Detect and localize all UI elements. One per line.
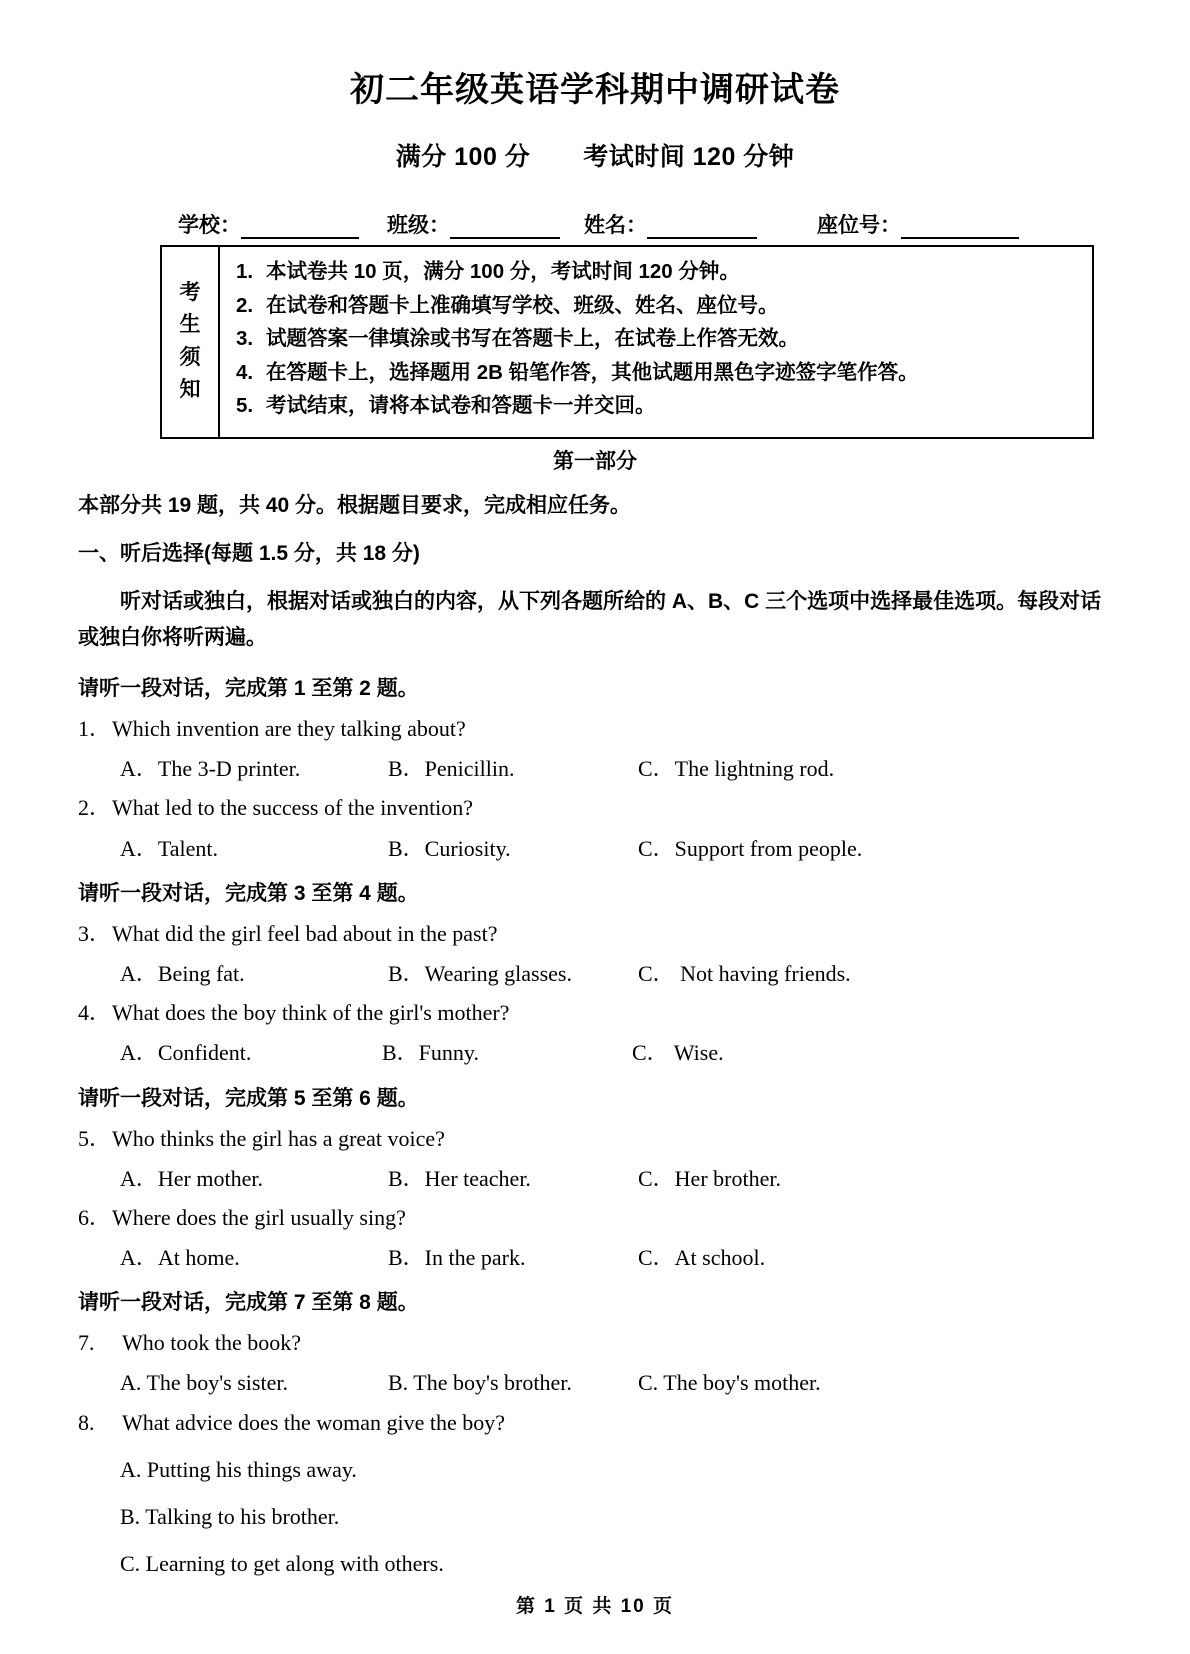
notice-label-char: 知 [179,378,201,402]
page-title: 初二年级英语学科期中调研试卷 [350,71,840,109]
notice-item-text: 试题答案一律填涂或书写在答题卡上，在试卷上作答无效。 [266,327,799,351]
notice-list [220,247,1092,437]
question-number: 3． [78,920,112,946]
question-number: 1． [78,716,112,742]
question-text: What did the girl feel bad about in the past? [112,920,498,946]
exam-meta [78,137,1112,173]
option-b[interactable]: B．Her teacher. [388,1165,531,1191]
option-c[interactable]: C． Wise. [632,1040,724,1066]
question-stem [78,1206,1112,1230]
notice-label-char: 生 [179,313,201,337]
question-options [78,757,1112,781]
school-field[interactable] [178,209,359,239]
notice-item-text: 在答题卡上，选择题用 2B 铅笔作答，其他试题用黑色字迹签字笔作答。 [266,360,919,384]
question-text: What led to the success of the invention? [112,795,474,821]
option-b[interactable]: B．Wearing glasses. [388,960,572,986]
listening-lead-7-8: 请听一段对话，完成第 7 至第 8 题。 [78,1291,419,1315]
question-3 [78,922,1112,986]
notice-item-number: 2. [236,293,254,317]
option-b[interactable]: B．Penicillin. [388,756,515,782]
school-label: 学校： [178,213,241,237]
option-c[interactable]: C． Not having friends. [638,960,851,986]
notice-item [236,323,1082,357]
option-b[interactable]: B．In the park. [388,1245,526,1271]
identity-fields [78,209,1112,239]
question-stem [78,1127,1112,1151]
listening-lead-5-6: 请听一段对话，完成第 5 至第 6 题。 [78,1086,419,1110]
question-number: 8. [78,1409,95,1435]
question-options [78,1167,1112,1191]
option-a[interactable]: A．At home. [120,1245,240,1271]
option-a[interactable]: A．Confident. [120,1040,252,1066]
seat-label: 座位号： [817,213,901,237]
class-field[interactable] [387,209,560,239]
name-blank[interactable] [647,220,757,239]
option-a[interactable]: A. The boy's sister. [120,1370,288,1396]
notice-item-text: 在试卷和答题卡上准确填写学校、班级、姓名、座位号。 [266,293,779,317]
notice-item-text: 本试卷共 10 页，满分 100 分，考试时间 120 分钟。 [266,260,740,284]
name-field[interactable] [584,209,757,239]
notice-item-number: 4. [236,360,254,384]
question-stem [78,1411,1112,1435]
listening-lead-3-4: 请听一段对话，完成第 3 至第 4 题。 [78,881,419,905]
option-c[interactable]: C．At school. [638,1245,766,1271]
option-b[interactable]: B. The boy's brother. [388,1370,572,1396]
question-8 [78,1411,1112,1577]
name-label: 姓名： [584,213,647,237]
option-a[interactable]: A．Being fat. [120,960,245,986]
option-c[interactable]: C．Support from people. [638,835,863,861]
option-c[interactable]: C．The lightning rod. [638,756,835,782]
section-title: 一、听后选择(每题 1.5 分，共 18 分) [78,541,420,565]
notice-item-number: 5. [236,394,254,418]
question-text: Who took the book? [122,1330,302,1356]
question-number: 5． [78,1125,112,1151]
question-text: Where does the girl usually sing? [112,1204,406,1230]
notice-item-text: 考试结束，请将本试卷和答题卡一并交回。 [266,394,656,418]
class-label: 班级： [387,213,450,237]
option-b[interactable]: B．Funny. [382,1040,479,1066]
part-heading: 第一部分 [553,449,637,473]
part-note: 本部分共 19 题，共 40 分。根据题目要求，完成相应任务。 [78,493,632,517]
question-text: Who thinks the girl has a great voice? [112,1125,445,1151]
question-text: Which invention are they talking about? [112,716,466,742]
notice-label-char: 须 [179,345,201,369]
candidate-notice-box [160,245,1094,439]
question-options [78,1041,1112,1065]
option-b[interactable]: B．Curiosity. [388,835,511,861]
option-a[interactable]: A．Talent. [120,835,219,861]
question-4 [78,1001,1112,1065]
question-text: What does the boy think of the girl's mother? [112,1000,510,1026]
question-stem [78,1001,1112,1025]
question-options [78,1246,1112,1270]
question-number: 7. [78,1330,95,1356]
question-options [78,1458,1112,1577]
option-a[interactable]: A．The 3-D printer. [120,756,301,782]
notice-item-number: 1. [236,260,254,284]
question-options [78,837,1112,861]
notice-label-char: 考 [179,280,201,304]
question-1 [78,717,1112,781]
school-blank[interactable] [241,220,359,239]
question-stem [78,1331,1112,1355]
question-7 [78,1331,1112,1395]
question-options [78,1371,1112,1395]
full-score-label: 满分 100 分 [395,142,531,171]
question-6 [78,1206,1112,1270]
question-number: 6． [78,1204,112,1230]
notice-item [236,289,1082,323]
option-a[interactable]: A．Her mother. [120,1165,263,1191]
question-number: 4． [78,1000,112,1026]
notice-item [236,356,1082,390]
listening-lead-1-2: 请听一段对话，完成第 1 至第 2 题。 [78,677,419,701]
question-number: 2． [78,795,112,821]
question-5 [78,1127,1112,1191]
seat-blank[interactable] [901,220,1019,239]
section-instruction: 听对话或独白，根据对话或独白的内容，从下列各题所给的 A、B、C 三个选项中选择最佳选项。每段对话或独白你将听两遍。 [78,589,1102,649]
notice-item-number: 3. [236,327,254,351]
option-a[interactable]: A. Putting his things away. [120,1456,357,1482]
duration-label: 考试时间 120 分钟 [583,142,795,171]
seat-field[interactable] [817,209,1019,239]
question-options [78,962,1112,986]
question-2 [78,796,1112,860]
page-footer: 第 1 页 共 10 页 [515,1596,675,1617]
question-stem [78,796,1112,820]
question-stem [78,717,1112,741]
option-c[interactable]: C．Her brother. [638,1165,781,1191]
notice-item [236,390,1082,424]
option-b[interactable]: B. Talking to his brother. [120,1504,340,1530]
option-c[interactable]: C. Learning to get along with others. [120,1551,444,1577]
notice-item [236,256,1082,290]
class-blank[interactable] [450,220,560,239]
option-c[interactable]: C. The boy's mother. [638,1370,821,1396]
question-text: What advice does the woman give the boy? [122,1409,506,1435]
notice-vertical-label [162,247,220,437]
question-stem [78,922,1112,946]
